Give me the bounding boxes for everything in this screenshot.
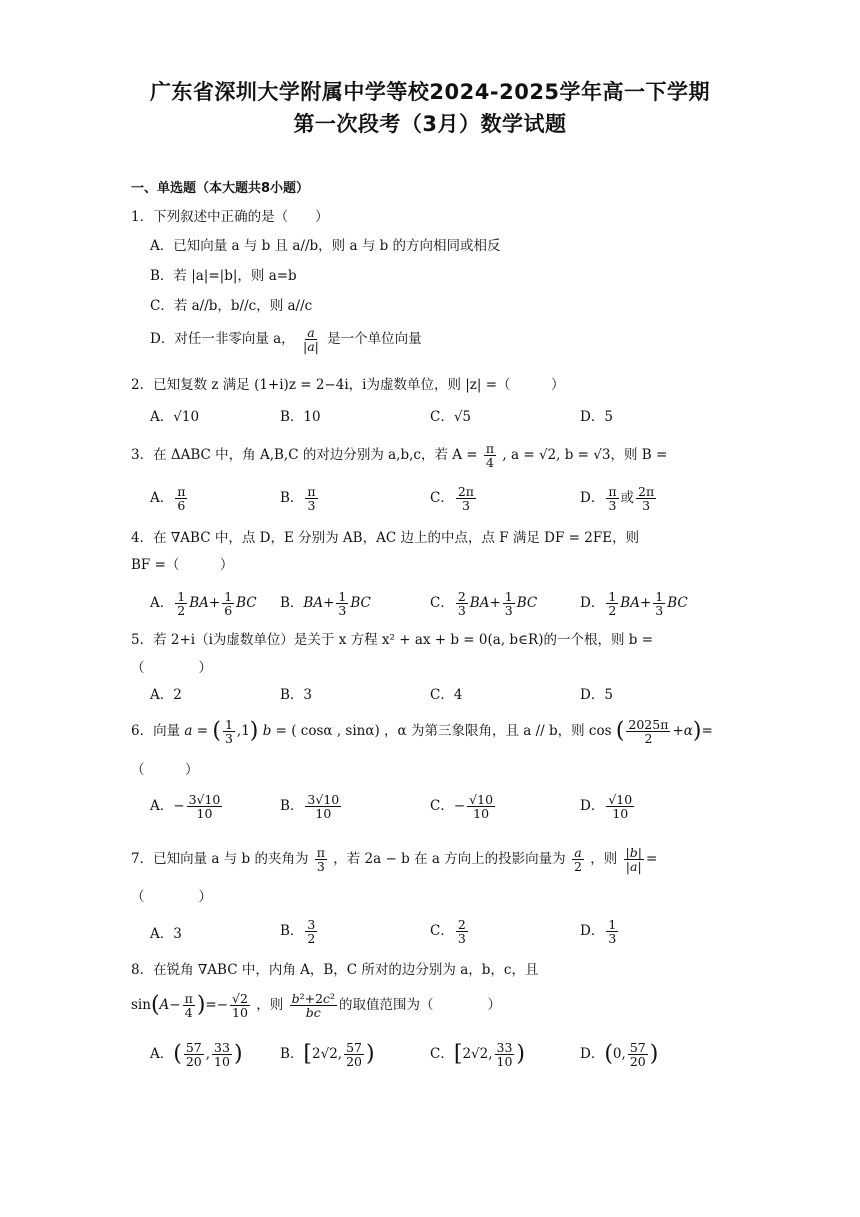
q6-stem-pre: 6．向量	[131, 723, 181, 740]
q4-d-label: D．	[580, 595, 605, 612]
q4-option-b: B．BA+ $\frac{1}{3}$ BC	[280, 589, 371, 619]
q8-b-label: B．	[280, 1046, 304, 1063]
frac: $\frac{√10}{10}$	[608, 792, 633, 822]
q7-option-b	[280, 918, 319, 945]
q1-option-d-post: 是一个单位向量	[327, 331, 422, 348]
q8-option-b: B．[2√2, $\frac{57}{20}$ )	[280, 1040, 375, 1070]
q1-option-a: A．已知向量 a 与 b 且 a//b，则 a 与 b 的方向相同或相反	[150, 238, 501, 254]
q5-option-d: D．5	[580, 687, 613, 703]
q8-a-label: A．	[150, 1046, 174, 1063]
frac: $\frac{1}{3}$	[338, 589, 347, 619]
frac: $\frac{1}{3}$	[608, 917, 617, 947]
q3-c-label: C．	[430, 490, 454, 507]
q2-option-c: C．√5	[430, 409, 472, 425]
frac: $\frac{57}{20}$	[629, 1040, 646, 1070]
q4-stem-line1: 4．在 ∇ABC 中，点 D，E 分别为 AB，AC 边上的中点，点 F 满足 DF = 2FE，则	[131, 530, 640, 546]
q5-option-b: B．3	[280, 687, 313, 703]
q2-option-d: D．5	[580, 409, 613, 425]
frac: $\frac{1}{3}$	[504, 589, 513, 619]
q8-stem-line1: 8．在锐角 ∇ABC 中，内角 A，B，C 所对的边分别为 a，b，c，且	[131, 962, 539, 978]
sin-label: sin	[131, 997, 151, 1014]
q7-option-d	[580, 918, 620, 945]
q6-stem-mid: ，α 为第三象限角，且 a // b，则 cos	[384, 723, 612, 740]
q1-option-d	[150, 326, 422, 353]
q6-option-b	[280, 793, 343, 820]
q5-stem-line1: 5．若 2+i（i为虚数单位）是关于 x 方程 x² + ax + b = 0(a, b∈R)的一个根，则 b =	[131, 632, 654, 648]
frac: $\frac{1}{2}$	[177, 589, 186, 619]
frac: $\frac{\pi}{4}$	[184, 991, 193, 1021]
frac: $\frac{\pi}{3}$	[608, 484, 617, 514]
frac: $\frac{33}{10}$	[214, 1040, 230, 1070]
q8-option-a: A．( $\frac{57}{20}$ , $\frac{33}{10}$ )	[150, 1040, 243, 1070]
frac: $\frac{2}{3}$	[457, 917, 466, 947]
frac: $\frac{2\pi}{3}$	[457, 484, 475, 514]
frac: $\frac{\text{b²+2c²}}{bc}$	[291, 991, 336, 1021]
q8-stem-post: 的取值范围为（ ）	[339, 997, 502, 1014]
frac: $\frac{57}{20}$	[185, 1040, 202, 1070]
frac: $\frac{2\pi}{3}$	[638, 484, 655, 514]
q8-stem-mid: ，则	[256, 997, 284, 1014]
q5-stem-line2: （ ）	[131, 660, 212, 676]
frac: $\frac{33}{10}$	[496, 1040, 513, 1070]
q6-stem-line2: （ ）	[131, 762, 199, 778]
q7-option-a: A．3	[150, 926, 182, 942]
q4-option-c: C． $\frac{2}{3}$ BA+ $\frac{1}{3}$ BC	[430, 589, 538, 619]
frac: $\frac{1}{3}$	[224, 717, 233, 747]
q3-stem-post: , a = √2, b = √3，则 B =	[502, 447, 668, 464]
q4-c-label: C．	[430, 595, 454, 612]
q8-stem-line2: sin(A− $\frac{\pi}{4}$ )=− $\frac{√2}{10}$ ，则 $\frac{\text{b²+2c²}}{bc}$ 的取值范围为（ ）	[131, 991, 502, 1021]
frac: $\frac{3√10}{10}$	[188, 792, 221, 822]
q3-stem-pre: 3．在 ΔABC 中，角 A,B,C 的对边分别为 a,b,c，若 A =	[131, 447, 478, 464]
q7-b-label: B．	[280, 923, 304, 940]
frac: $\frac{\pi}{3}$	[316, 845, 325, 875]
q7-stem: 7．已知向量 a 与 b 的夹角为 $\frac{\pi}{3}$ ，若 2a − b 在 a 方向上的投影向量为 $\frac{a}{2}$ ，则 $\frac{|b|}{|a|}$ =	[131, 845, 658, 875]
q6-a-label: A．	[150, 798, 174, 815]
frac: $\frac{1}{3}$	[655, 589, 664, 619]
q2-option-a: A．√10	[150, 409, 200, 425]
frac: $\frac{√2}{10}$	[232, 991, 248, 1021]
q1-option-b: B．若 |a|=|b|，则 a=b	[150, 268, 297, 284]
q2-stem: 2．已知复数 z 满足 (1+i)z = 2−4i，i为虚数单位，则 |z| =（ ）	[131, 377, 565, 393]
q1-option-c: C．若 a//b，b//c，则 a//c	[150, 298, 313, 314]
q6-option-d	[580, 793, 636, 820]
q3-stem	[131, 442, 667, 469]
q3-option-a	[150, 485, 189, 512]
frac: $\frac{√10}{10}$	[469, 792, 494, 822]
exam-title-line1: 广东省深圳大学附属中学等校2024-2025学年高一下学期	[149, 80, 711, 104]
q8-option-d: D．(0, $\frac{57}{20}$ )	[580, 1040, 659, 1070]
frac: $\frac{3}{2}$	[307, 917, 316, 947]
q8-c-label: C．	[430, 1046, 454, 1063]
frac: $\frac{2}{3}$	[457, 589, 466, 619]
frac: $\frac{a}{2}$	[573, 845, 582, 875]
q7-stem-post: ，则	[590, 851, 618, 868]
q6-c-label: C．	[430, 798, 454, 815]
frac: $\frac{2025\pi}{2}$	[628, 717, 669, 747]
q3-option-d	[580, 485, 658, 512]
q7-d-label: D．	[580, 923, 605, 940]
q3-a-label: A．	[150, 490, 174, 507]
q4-option-a: A． $\frac{1}{2}$ BA+ $\frac{1}{6}$ BC	[150, 589, 257, 619]
q6-option-c: C．− $\frac{√10}{10}$	[430, 792, 494, 822]
q2-option-b: B．10	[280, 409, 321, 425]
q6-stem: 6．向量 a = ( $\frac{1}{3}$ ,1) b = ( cosα , sinα) ，α 为第三象限角，且 a // b，则 cos ( $\frac{2025\pi}{2}$ +α)=	[131, 717, 713, 747]
q8-option-c: C．[2√2, $\frac{33}{10}$ )	[430, 1040, 526, 1070]
exam-title-line2: 第一次段考（3月）数学试题	[293, 112, 567, 136]
q6-d-label: D．	[580, 798, 605, 815]
frac: $\frac{1}{2}$	[608, 589, 617, 619]
q7-stem-mid: ，若 2a − b 在 a 方向上的投影向量为	[333, 851, 566, 868]
frac: $\frac{|b|}{|a|}$	[625, 845, 642, 875]
q7-stem-pre: 7．已知向量 a 与 b 的夹角为	[131, 851, 309, 868]
frac: $\frac{1}{6}$	[224, 589, 233, 619]
frac: $\frac{\pi}{3}$	[307, 484, 316, 514]
q1-stem: 1．下列叙述中正确的是（ ）	[131, 209, 329, 225]
pi-over-4: $\frac{\pi}{4}$	[485, 441, 495, 471]
q4-option-d: D． $\frac{1}{2}$ BA+ $\frac{1}{3}$ BC	[580, 589, 688, 619]
q7-stem-line2: （ ）	[131, 889, 212, 905]
section-heading: 一、单选题（本大题共8小题）	[131, 181, 310, 196]
q7-c-label: C．	[430, 923, 454, 940]
unit-vector-fraction: $\frac{a}{|a|}$	[302, 325, 319, 355]
q4-b-label: B．	[280, 595, 304, 612]
frac: $\frac{3√10}{10}$	[307, 792, 340, 822]
q3-option-b	[280, 485, 320, 512]
q7-option-c	[430, 918, 470, 945]
or-word: 或	[620, 490, 635, 507]
q3-option-c	[430, 485, 478, 512]
q1-option-d-pre: D．对任一非零向量 a，	[150, 331, 295, 348]
q6-b-label: B．	[280, 798, 304, 815]
q4-stem-line2: BF =（ ）	[131, 557, 234, 573]
frac: $\frac{57}{20}$	[346, 1040, 362, 1070]
q8-d-label: D．	[580, 1046, 605, 1063]
frac: $\frac{\pi}{6}$	[177, 484, 186, 514]
q3-b-label: B．	[280, 490, 304, 507]
q3-d-label: D．	[580, 490, 605, 507]
q6-option-a: A．− $\frac{3√10}{10}$	[150, 792, 221, 822]
q5-option-a: A．2	[150, 687, 182, 703]
q4-a-label: A．	[150, 595, 174, 612]
q5-option-c: C．4	[430, 687, 463, 703]
